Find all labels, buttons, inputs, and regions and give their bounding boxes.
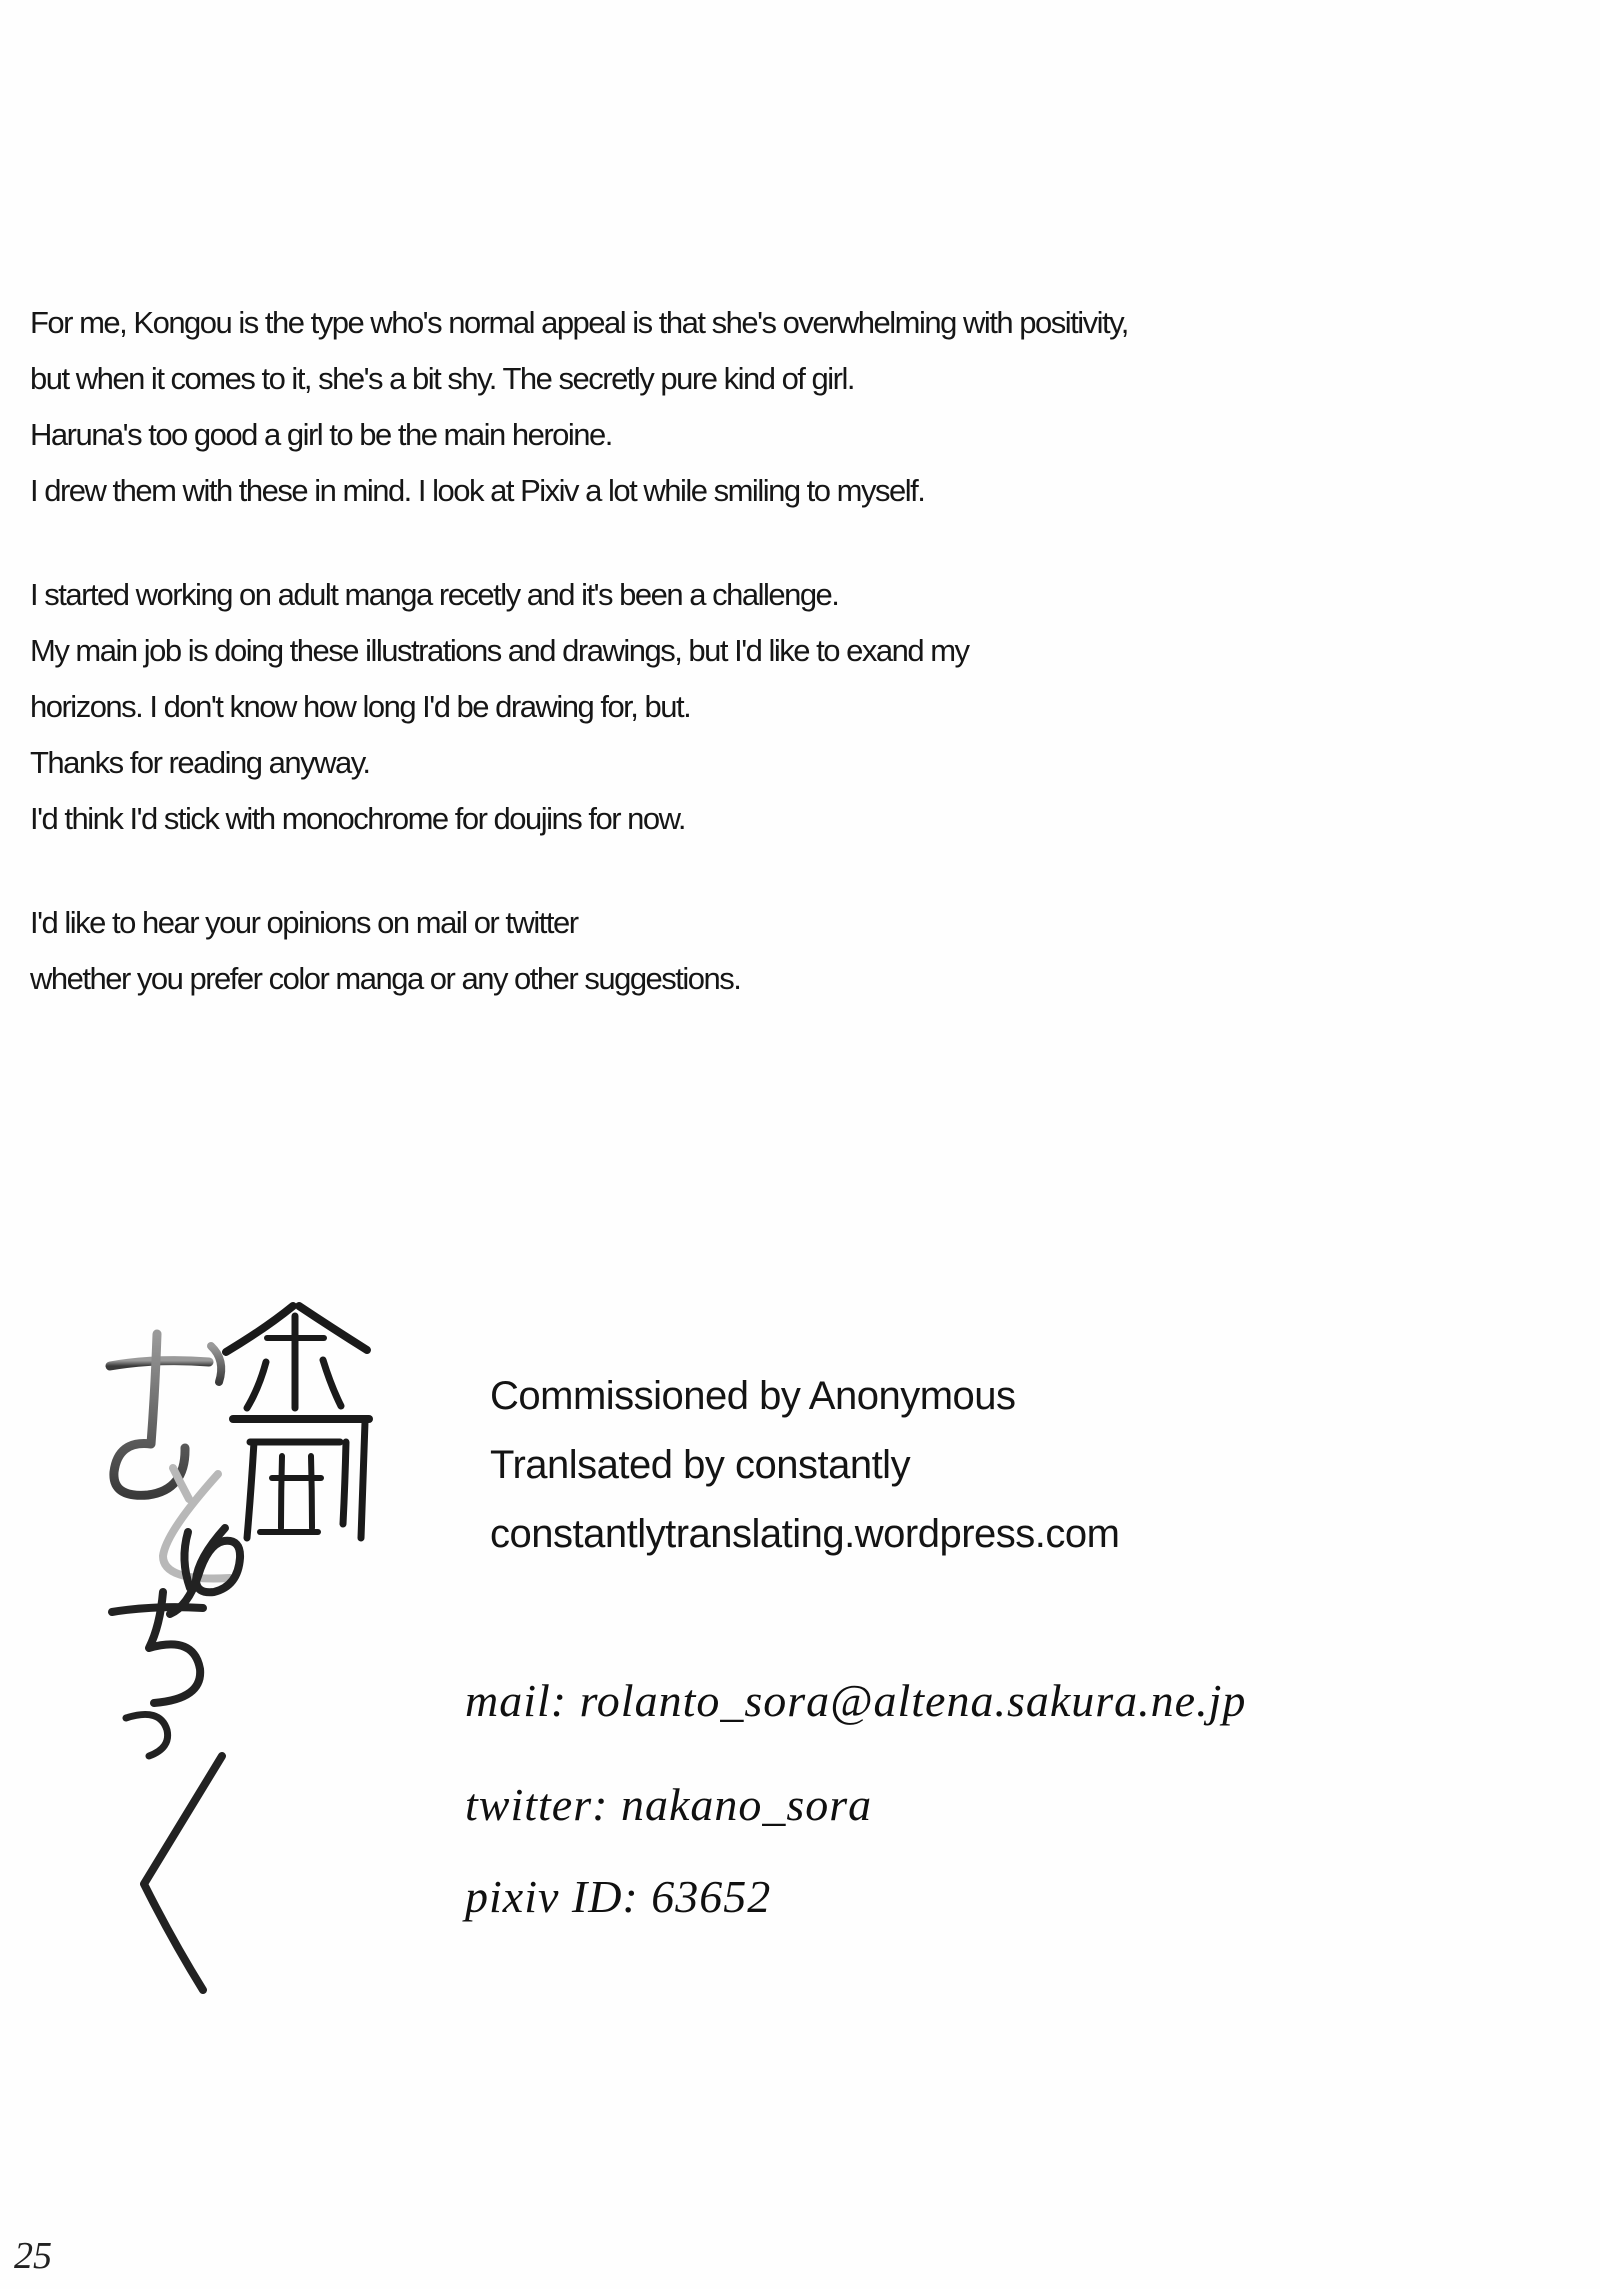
- kanji-kongou: [226, 1306, 369, 1538]
- afterword-line: For me, Kongou is the type who's normal appeal is that she's overwhelming with positivity,: [30, 305, 1128, 340]
- credit-website: constantlytranslating.wordpress.com: [490, 1512, 1120, 1556]
- afterword-paragraph-2: [30, 567, 1128, 847]
- afterword-text: [30, 295, 1128, 1007]
- afterword-line: Haruna's too good a girl to be the main heroine.: [30, 417, 612, 452]
- kana-small-tsu: [126, 1714, 168, 1756]
- credit-commissioned: Commissioned by Anonymous: [490, 1374, 1016, 1418]
- afterword-line: My main job is doing these illustrations and drawings, but I'd like to exand my: [30, 633, 969, 668]
- credits-block: [490, 1362, 1119, 1569]
- afterword-line: I drew them with these in mind. I look at Pixiv a lot while smiling to myself.: [30, 473, 925, 508]
- logo-kongou-otomechikku-artwork: [60, 1292, 380, 2252]
- contact-twitter: twitter: nakano_sora: [465, 1779, 873, 1830]
- contact-pixiv-id: pixiv ID: 63652: [465, 1871, 772, 1922]
- kana-chi: [112, 1592, 203, 1703]
- page-number: 25: [14, 2235, 52, 2277]
- kana-otomechikku: [110, 1334, 240, 1990]
- kana-o: [110, 1334, 221, 1495]
- afterword-paragraph-1: [30, 295, 1128, 519]
- afterword-line: Thanks for reading anyway.: [30, 745, 370, 780]
- contact-block: [465, 1675, 1246, 1923]
- afterword-line: but when it comes to it, she's a bit shy. The secretly pure kind of girl.: [30, 361, 854, 396]
- afterword-line: whether you prefer color manga or any other suggestions.: [30, 961, 741, 996]
- afterword-line: horizons. I don't know how long I'd be drawing for, but.: [30, 689, 691, 724]
- kana-ku: [144, 1756, 222, 1990]
- afterword-line: I started working on adult manga recetly and it's been a challenge.: [30, 577, 839, 612]
- credit-translated: Tranlsated by constantly: [490, 1443, 911, 1487]
- contact-mail: mail: rolanto_sora@altena.sakura.ne.jp: [465, 1675, 1247, 1726]
- afterword-paragraph-3: [30, 895, 1128, 1007]
- afterword-line: I'd like to hear your opinions on mail or twitter: [30, 905, 578, 940]
- afterword-line: I'd think I'd stick with monochrome for doujins for now.: [30, 801, 685, 836]
